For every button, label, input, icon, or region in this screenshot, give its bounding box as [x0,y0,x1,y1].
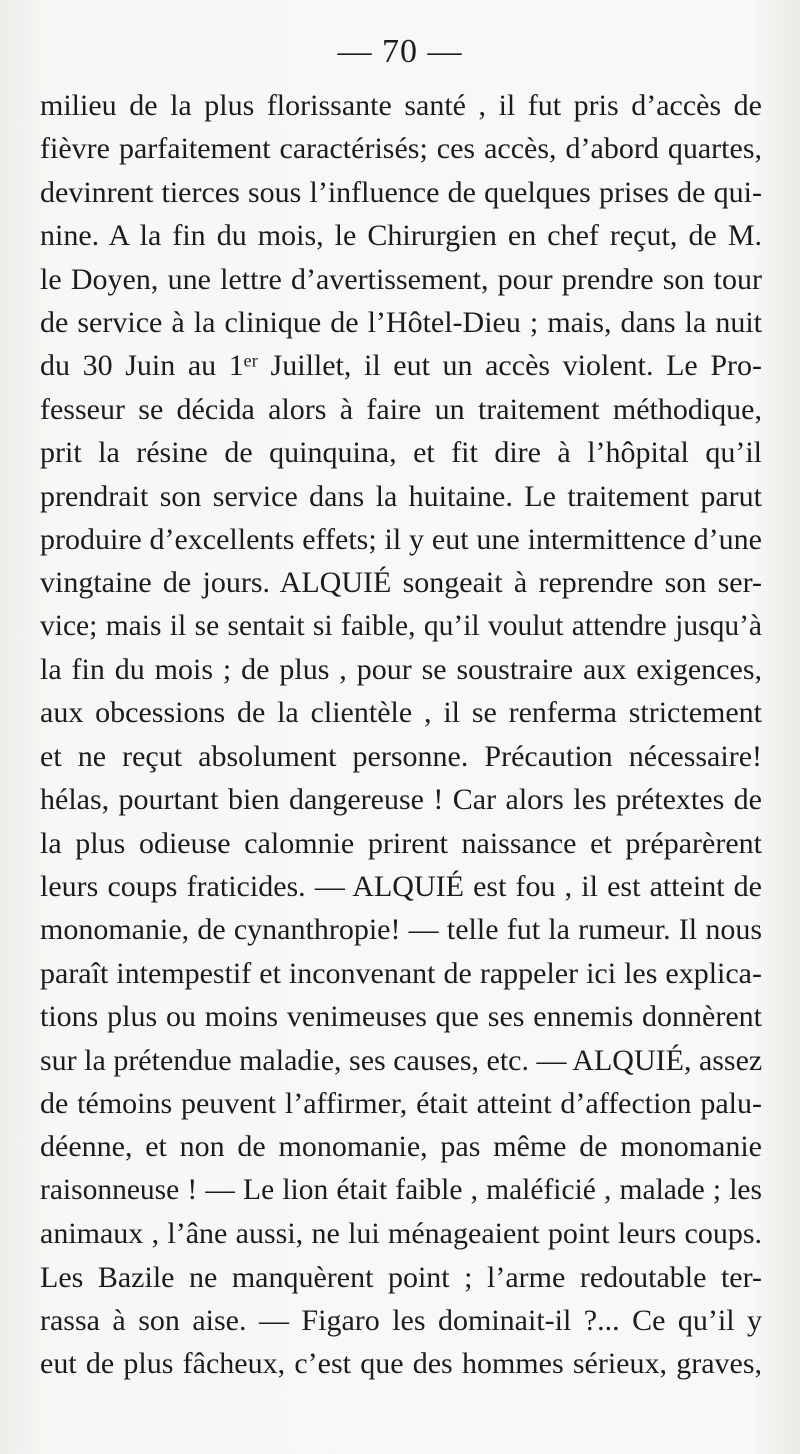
text-line: de témoins peuvent l’affirmer, était atteint d’affection palu- [40,1086,762,1120]
text-line: monomanie, de cynanthropie! — telle fut la rumeur. Il nous [40,913,762,947]
text-line: milieu de la plus florissante santé , il fut pris d’accès de [40,89,762,122]
text-line: fièvre parfaitement caractérisés; ces accès, d’abord quartes, [40,132,762,166]
text-line: tions plus ou moins venimeuses que ses ennemis donnèrent [40,1000,762,1034]
page-text [40,84,762,1386]
text-line: raisonneuse ! — Le lion était faible , maléficié , malade ; les [40,1173,762,1206]
text-line: de service à la clinique de l’Hôtel-Dieu ; mais, dans la nuit [40,305,762,339]
text-line: et ne reçut absolument personne. Précaution nécessaire! [40,739,762,773]
text-line: aux obcessions de la clientèle , il se renferma strictement [40,696,762,730]
text-line: leurs coups fraticides. — ALQUIÉ est fou , il est atteint de [40,870,762,904]
text-line: prendrait son service dans la huitaine. Le traitement parut [40,479,762,513]
text-line: la plus odieuse calomnie prirent naissance et préparèrent [40,826,762,860]
text-line: nine. A la fin du mois, le Chirurgien en chef reçut, de M. [40,219,762,253]
text-line: Les Bazile ne manquèrent point ; l’arme redoutable ter- [40,1260,762,1294]
text-line: vice; mais il se sentait si faible, qu’il voulut attendre jusqu’à [40,609,762,642]
text-line: le Doyen, une lettre d’avertissement, pour prendre son tour [40,262,762,296]
text-line: fesseur se décida alors à faire un traitement méthodique, [40,392,762,426]
text-line: du 30 Juin au 1ᵉʳ Juillet, il eut un accès violent. Le Pro- [40,349,762,383]
text-line: la fin du mois ; de plus , pour se soustraire aux exigences, [40,653,762,687]
text-line: produire d’excellents effets; il y eut une intermittence d’une [40,522,762,556]
text-line: devinrent tierces sous l’influence de quelques prises de qui- [40,175,762,209]
page-number: — 70 — [337,33,463,70]
text-line: paraît intempestif et inconvenant de rappeler ici les explica- [40,956,762,990]
text-line: eut de plus fâcheux, c’est que des hommes sérieux, graves, [40,1347,762,1381]
text-line: prit la résine de quinquina, et fit dire à l’hôpital qu’il [40,436,762,470]
text-line: animaux , l’âne aussi, ne lui ménageaient point leurs coups. [40,1217,762,1251]
text-line: hélas, pourtant bien dangereuse ! Car alors les prétextes de [40,783,762,817]
text-line: vingtaine de jours. ALQUIÉ songeait à reprendre son ser- [40,566,762,600]
text-line: rassa à son aise. — Figaro les dominait-il ?... Ce qu’il y [40,1303,762,1337]
text-line: déenne, et non de monomanie, pas même de monomanie [40,1130,762,1164]
text-line: sur la prétendue maladie, ses causes, etc. — ALQUIÉ, assez [40,1043,762,1077]
